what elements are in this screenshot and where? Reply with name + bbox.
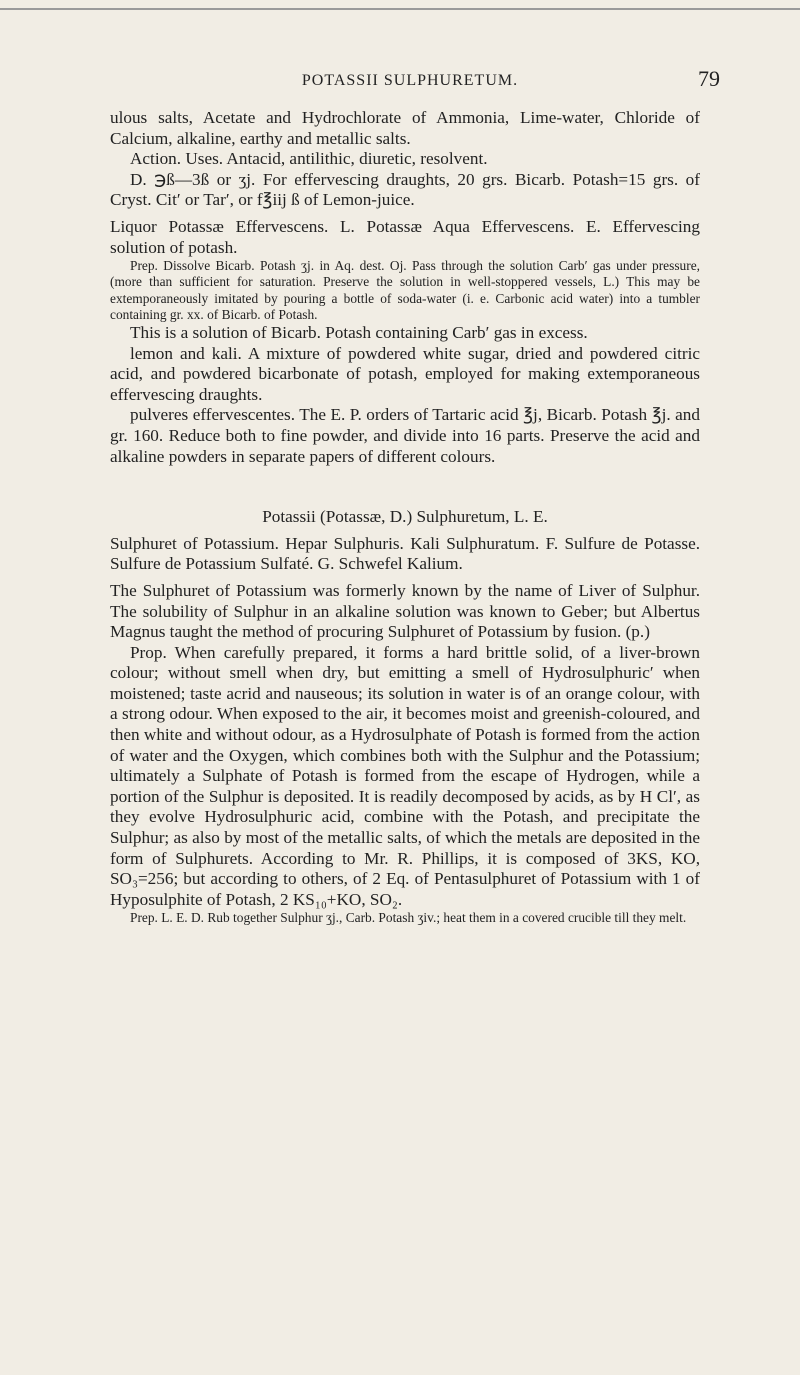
running-title: POTASSII SULPHURETUM.	[301, 72, 519, 89]
page-number: 79	[698, 66, 720, 91]
paragraph-pulveres-effervescentes: pulveres effervescentes. The E. P. orders of Tartaric acid ℥j, Bicarb. Potash ℥j. and gr. 160. Reduce both to fine powder, and divide into 16 parts. Preserve the acid and alkaline powders in separate papers of different colours.	[110, 405, 700, 466]
paragraph-liquor-prep: Prep. Dissolve Bicarb. Potash ʒj. in Aq. dest. Oj. Pass through the solution Carb′ gas under pressure, (more than sufficient for saturation. Preserve the solution in well-stoppered vessels, L.) This may be extemporaneously imitated by pouring a bottle of soda-water (i. e. Carbonic acid water) into a tumbler containing gr. xx. of Bicarb. of Potash.	[110, 258, 700, 322]
paragraph-liquor-description: This is a solution of Bicarb. Potash containing Carb′ gas in excess.	[130, 322, 588, 342]
paragraph-dose: D. ℈ß—3ß or ʒj. For effervescing draughts, 20 grs. Bicarb. Potash=15 grs. of Cryst. Cit′ or Tar′, or f℥iij ß of Lemon-juice.	[110, 169, 700, 210]
paragraph-salts: ulous salts, Acetate and Hydrochlorate of Ammonia, Lime-water, Chloride of Calcium, alkaline, earthy and metallic salts.	[110, 108, 700, 148]
page-header	[100, 66, 720, 96]
paragraph-synonyms: Sulphuret of Potassium. Hepar Sulphuris. Kali Sulphuratum. F. Sulfure de Potasse. Sulfure de Potassium Sulfaté. G. Schwefel Kalium.	[110, 533, 700, 574]
paragraph-history: The Sulphuret of Potassium was formerly known by the name of Liver of Sulphur. The solubility of Sulphur in an alkaline solution was known to Geber; but Albertus Magnus taught the method of procuring Sulphuret of Potassium by fusion. (p.)	[110, 580, 700, 642]
paragraph-action-uses: Action. Uses. Antacid, antilithic, diuretic, resolvent.	[130, 149, 488, 169]
paragraph-preparation: Prep. L. E. D. Rub together Sulphur ʒj., Carb. Potash ʒiv.; heat them in a covered crucible till they melt.	[130, 910, 687, 926]
heading-potassii-sulphuretum: Potassii (Potassæ, D.) Sulphuretum, L. E.	[262, 507, 548, 527]
paragraph-properties: Prop. When carefully prepared, it forms a hard brittle solid, of a liver-brown colour; without smell when dry, but emitting a smell of Hydrosulphuric′ when moistened; taste acrid and nauseous; its solution in water is of an orange colour, with a strong odour. When exposed to the air, it becomes moist and greenish-coloured, and then white and without odour, as a Hydrosulphate of Potash is formed from the action of water and the Oxygen, which combines both with the Sulphur and the Potassium; ultimately a Sulphate of Potash is formed from the escape of Hydrogen, while a portion of the Sulphur is deposited. It is readily decomposed by acids, as by H Cl′, as they evolve Hydrosulphuric acid, combine with the Potash, and precipitate the Sulphur; as also by most of the metallic salts, of which the metals are deposited in the form of Sulphurets. According to Mr. R. Phillips, it is composed of 3KS, KO, SO₃=256; but according to others, of 2 Eq. of Pentasulphuret of Potassium with 1 of Hyposulphite of Potash, 2 KS₁₀+KO, SO₂.	[110, 642, 700, 909]
heading-liquor-potassae-effervescens: Liquor Potassæ Effervescens. L. Potassæ Aqua Effervescens. E. Effervescing solution of potash.	[110, 216, 700, 257]
page-body	[110, 108, 700, 927]
paragraph-lemon-and-kali: lemon and kali. A mixture of powdered white sugar, dried and powdered citric acid, and powdered bicarbonate of potash, employed for making extemporaneous effervescing draughts.	[110, 343, 700, 404]
page-top-rule	[0, 8, 800, 10]
